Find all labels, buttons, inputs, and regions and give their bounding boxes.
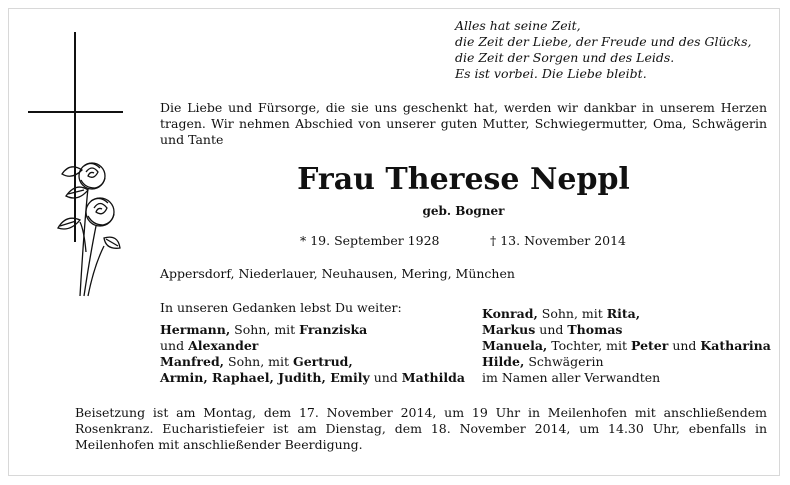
mourner-relation: und	[369, 370, 402, 385]
mourner-line	[482, 306, 771, 322]
mourner-name: Manfred,	[160, 354, 225, 369]
mourner-name: Hermann,	[160, 322, 231, 337]
mourner-line	[482, 338, 771, 354]
mourner-name: Armin, Raphael, Judith, Emily	[160, 370, 370, 385]
thoughts-heading: In unseren Gedanken lebst Du weiter:	[160, 300, 402, 315]
mourner-line	[160, 354, 465, 370]
mourner-line	[160, 322, 465, 338]
mourner-name: Hilde,	[482, 354, 525, 369]
mourner-relation: Tochter, mit	[547, 338, 631, 353]
mourner-line	[482, 354, 771, 370]
maiden-name: geb. Bogner	[422, 204, 505, 218]
mourner-partner: Franziska	[299, 322, 368, 337]
mourner-partner: Rita,	[606, 306, 641, 321]
mourner-relation: und	[535, 322, 568, 337]
mourner-relation: und	[160, 338, 189, 353]
mourner-relation: Sohn, mit	[230, 322, 300, 337]
roses-icon	[44, 150, 124, 300]
mourner-partner: Katharina	[700, 338, 771, 353]
poem	[455, 18, 775, 82]
funeral-details: Beisetzung ist am Montag, dem 17. November 2014, um 19 Uhr in Meilenhofen mit anschließendem Rosenkranz. Eucharistiefeier ist am Dienstag, dem 18. November 2014, um 14.30 Uhr, ebenfalls in Meilenhofen mit anschließender Beerdigung.	[75, 405, 767, 452]
mourner-line	[160, 338, 465, 354]
mourners-left-column	[160, 322, 465, 386]
mourner-name: Markus	[482, 322, 536, 337]
mourner-name: Manuela,	[482, 338, 548, 353]
mourner-partner: Mathilda	[401, 370, 465, 385]
mourner-relation: Sohn, mit	[224, 354, 294, 369]
deceased-name: Frau Therese Neppl	[297, 162, 630, 197]
poem-line: die Zeit der Sorgen und des Leids.	[455, 50, 675, 65]
mourner-line	[482, 322, 771, 338]
mourner-partner: Gertrud,	[293, 354, 353, 369]
mourner-partner: Peter	[631, 338, 669, 353]
death-date: † 13. November 2014	[490, 233, 627, 248]
poem-line: Alles hat seine Zeit,	[455, 18, 581, 33]
mourner-relation: und	[668, 338, 701, 353]
places-list: Appersdorf, Niederlauer, Neuhausen, Mering, München	[160, 266, 515, 281]
mourner-name: Konrad,	[482, 306, 538, 321]
mourner-partner: Thomas	[567, 322, 623, 337]
birth-date: * 19. September 1928	[300, 233, 440, 248]
mourner-relation: Sohn, mit	[537, 306, 607, 321]
mourner-relation: Schwägerin	[524, 354, 604, 369]
mourners-right-column	[482, 306, 771, 386]
mourner-line: im Namen aller Verwandten	[482, 370, 661, 385]
mourner-name: Alexander	[188, 338, 259, 353]
intro-text: Die Liebe und Fürsorge, die sie uns geschenkt hat, werden wir dankbar in unserem Herzen tragen. Wir nehmen Abschied von unserer guten Mutter, Schwiegermutter, Oma, Schwägerin und Tante	[160, 100, 767, 147]
cross-horizontal-bar	[28, 111, 123, 113]
poem-line: Es ist vorbei. Die Liebe bleibt.	[455, 66, 647, 81]
poem-line: die Zeit der Liebe, der Freude und des Glücks,	[455, 34, 752, 49]
mourner-line	[160, 370, 465, 386]
